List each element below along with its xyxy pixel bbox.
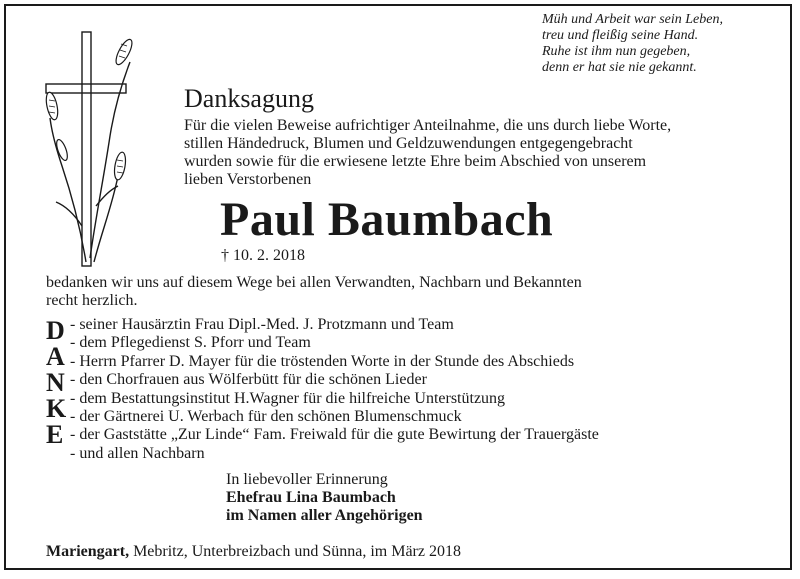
- signature-line: im Namen aller Angehörigen: [226, 507, 423, 524]
- heading-danksagung: Danksagung: [184, 84, 314, 113]
- closing-line: In liebevoller Erinnerung: [226, 471, 388, 488]
- deceased-name: Paul Baumbach: [220, 193, 554, 246]
- intro-line: Für die vielen Beweise aufrichtiger Anteilnahme, die uns durch liebe Worte,: [184, 117, 672, 134]
- closing-block: [226, 471, 423, 525]
- place-date-line: [46, 543, 461, 561]
- list-item: - dem Pflegedienst S. Pforr und Team: [70, 334, 311, 352]
- list-item: - Herrn Pfarrer D. Mayer für die tröstenden Worte in der Stunde des Abschieds: [70, 352, 575, 370]
- danke-letter: D: [46, 316, 65, 345]
- intro-line: lieben Verstorbenen: [184, 171, 312, 188]
- intro-paragraph: [184, 117, 671, 189]
- intro-line: wurden sowie für die erwiesene letzte Ehre beim Abschied von unserem: [184, 153, 647, 170]
- danke-letter: N: [46, 368, 65, 397]
- danke-letter: A: [46, 342, 65, 371]
- thanks-line: recht herzlich.: [46, 292, 138, 309]
- list-item: - der Gärtnerei U. Werbach für den schönen Blumenschmuck: [70, 408, 462, 426]
- place-rest: Mebritz, Unterbreizbach und Sünna, im März 2018: [129, 543, 461, 560]
- intro-line: stillen Händedruck, Blumen und Geldzuwendungen entgegengebracht: [184, 135, 633, 152]
- danke-letter: K: [46, 394, 67, 423]
- list-item: - seiner Hausärztin Frau Dipl.-Med. J. Protzmann und Team: [70, 316, 454, 333]
- memorial-verse: [542, 12, 723, 76]
- thanks-line: bedanken wir uns auf diesem Wege bei allen Verwandten, Nachbarn und Bekannten: [46, 274, 582, 291]
- danke-acrostic: [46, 318, 66, 448]
- verse-line: denn er hat sie nie gekannt.: [542, 60, 697, 75]
- death-date: † 10. 2. 2018: [221, 247, 305, 264]
- list-item: - der Gaststätte „Zur Linde“ Fam. Freiwald für die gute Bewirtung der Trauergäste: [70, 426, 599, 444]
- list-item: - dem Bestattungsinstitut H.Wagner für die hilfreiche Unterstützung: [70, 389, 506, 407]
- place-town: Mariengart,: [46, 543, 130, 560]
- list-item: - den Chorfrauen aus Wölferbütt für die schönen Lieder: [70, 371, 427, 389]
- verse-line: treu und fleißig seine Hand.: [542, 28, 699, 43]
- thanks-paragraph: [46, 274, 582, 310]
- verse-line: Müh und Arbeit war sein Leben,: [542, 12, 723, 27]
- thanks-list: [70, 316, 599, 463]
- verse-line: Ruhe ist ihm nun gegeben,: [542, 44, 691, 59]
- signature-line: Ehefrau Lina Baumbach: [226, 489, 396, 506]
- cross-with-wheat-icon: [38, 26, 134, 270]
- list-item: - und allen Nachbarn: [70, 444, 205, 462]
- danke-letter: E: [46, 420, 64, 449]
